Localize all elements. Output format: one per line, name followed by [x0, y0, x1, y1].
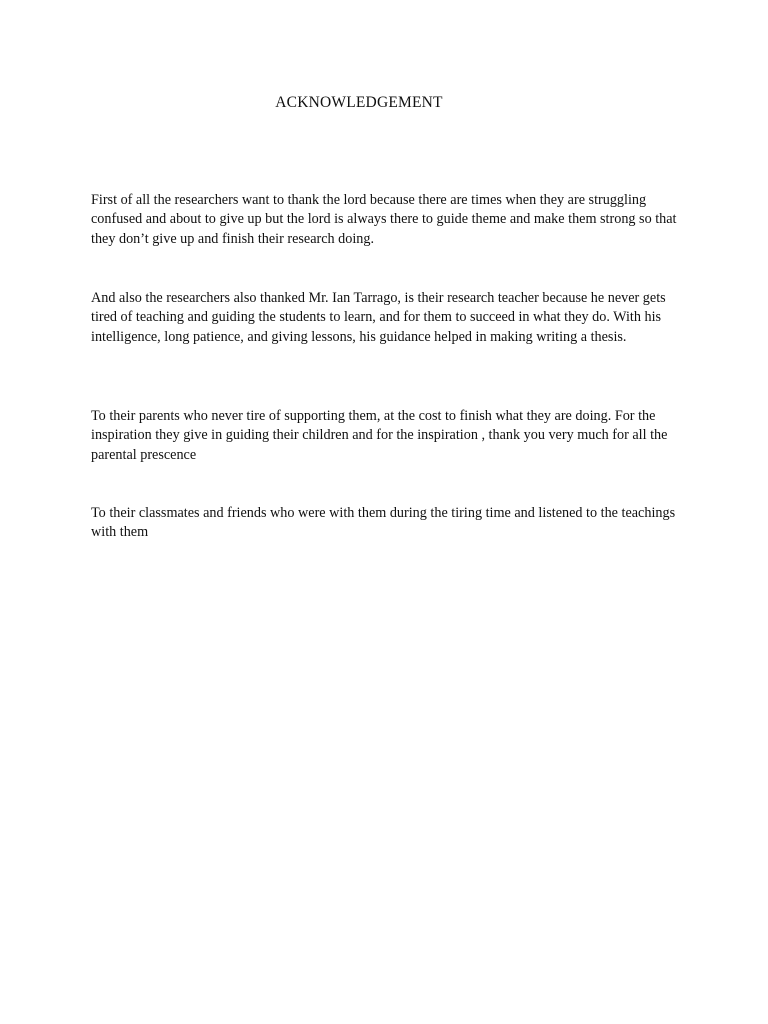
paragraph-thanks-teacher: And also the researchers also thanked Mr. Ian Tarrago, is their research teacher because he never gets tired of teaching and guiding the students to learn, and for them to succeed in what they do. With his intelligence, long patience, and giving lessons, his guidance helped in making writing a thesis.	[91, 290, 666, 345]
paragraph-thanks-classmates: To their classmates and friends who were with them during the tiring time and listened to the teachings with them	[91, 505, 676, 541]
paragraph-thanks-lord: First of all the researchers want to thank the lord because there are times when they are struggling confused and about to give up but the lord is always there to guide theme and make them strong so that they don’t give up and finish their research doing.	[91, 192, 677, 247]
page-title: ACKNOWLEDGEMENT	[275, 94, 443, 111]
paragraph-thanks-parents: To their parents who never tire of supporting them, at the cost to finish what they are doing. For the inspiration they give in guiding their children and for the inspiration , thank you very much for all the parental prescence	[91, 408, 668, 463]
